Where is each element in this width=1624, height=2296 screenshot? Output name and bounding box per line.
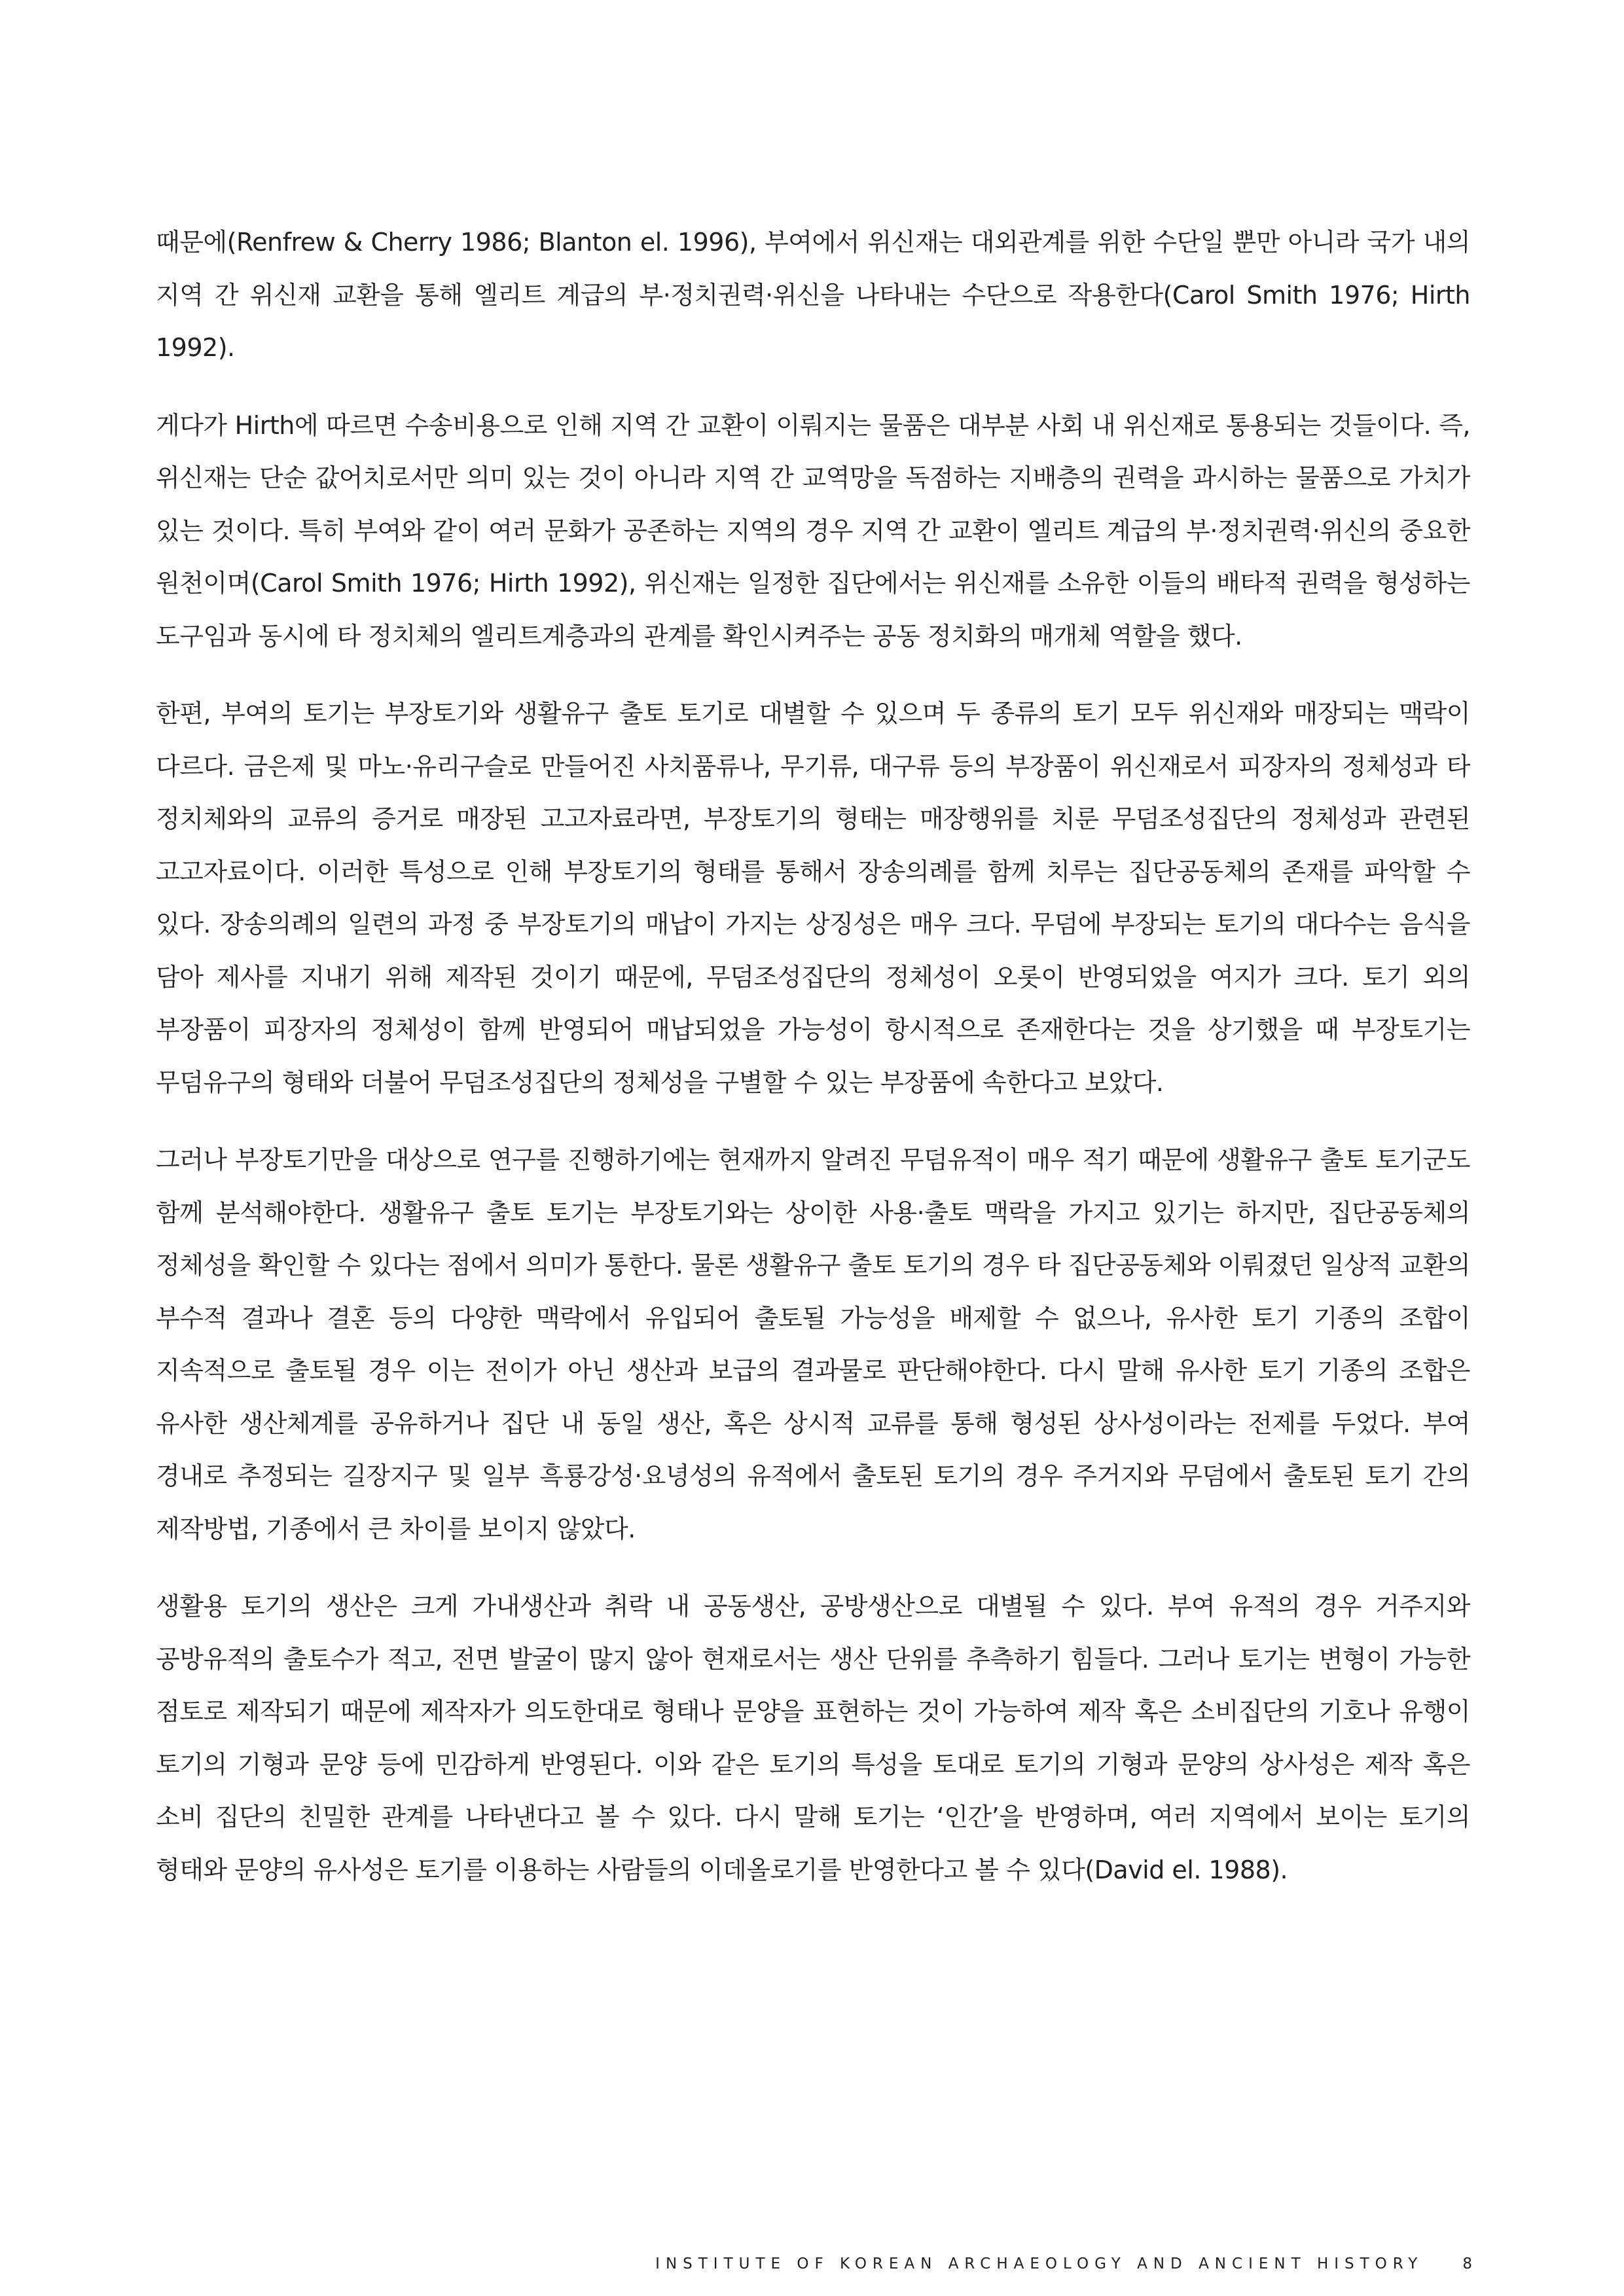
paragraph-1: 때문에(Renfrew & Cherry 1986; Blanton el. 1996), 부여에서 위신재는 대외관계를 위한 수단일 뿐만 아니라 국가 내의 지역 간 위신재 교환을 통해 엘리트 계급의 부·정치권력·위신을 나타내는 수단으로 작용한다(Carol Smith 1976; Hirth 1992). <box>156 228 1470 362</box>
paragraph-3: 한편, 부여의 토기는 부장토기와 생활유구 출토 토기로 대별할 수 있으며 두 종류의 토기 모두 위신재와 매장되는 맥락이 다르다. 금은제 및 마노·유리구슬로 만들어진 사치품류나, 무기류, 대구류 등의 부장품이 위신재로서 피장자의 정체성과 타 정치체와의 교류의 증거로 매장된 고고자료라면, 부장토기의 형태는 매장행위를 치룬 무덤조성집단의 정체성과 관련된 고고자료이다. 이러한 특성으로 인해 부장토기의 형태를 통해서 장송의례를 함께 치루는 집단공동체의 존재를 파악할 수 있다. 장송의례의 일련의 과정 중 부장토기의 매납이 가지는 상징성은 매우 크다. 무덤에 부장되는 토기의 대다수는 음식을 담아 제사를 지내기 위해 제작된 것이기 때문에, 무덤조성집단의 정체성이 오롯이 반영되었을 여지가 크다. 토기 외의 부장품이 피장자의 정체성이 함께 반영되어 매납되었을 가능성이 항시적으로 존재한다는 것을 상기했을 때 부장토기는 무덤유구의 형태와 더불어 무덤조성집단의 정체성을 구별할 수 있는 부장품에 속한다고 보았다. <box>156 699 1470 1097</box>
page-footer <box>655 2255 1472 2272</box>
body-text <box>156 216 1470 1921</box>
paragraph-4: 그러나 부장토기만을 대상으로 연구를 진행하기에는 현재까지 알려진 무덤유적이 매우 적기 때문에 생활유구 출토 토기군도 함께 분석해야한다. 생활유구 출토 토기는 부장토기와는 상이한 사용·출토 맥락을 가지고 있기는 하지만, 집단공동체의 정체성을 확인할 수 있다는 점에서 의미가 통한다. 물론 생활유구 출토 토기의 경우 타 집단공동체와 이뤄졌던 일상적 교환의 부수적 결과나 결혼 등의 다양한 맥락에서 유입되어 출토될 가능성을 배제할 수 없으나, 유사한 토기 기종의 조합이 지속적으로 출토될 경우 이는 전이가 아닌 생산과 보급의 결과물로 판단해야한다. 다시 말해 유사한 토기 기종의 조합은 유사한 생산체계를 공유하거나 집단 내 동일 생산, 혹은 상시적 교류를 통해 형성된 상사성이라는 전제를 두었다. 부여 경내로 추정되는 길장지구 및 일부 흑룡강성·요녕성의 유적에서 출토된 토기의 경우 주거지와 무덤에서 출토된 토기 간의 제작방법, 기종에서 큰 차이를 보이지 않았다. <box>156 1145 1470 1543</box>
footer-institute-name: INSTITUTE OF KOREAN ARCHAEOLOGY AND ANCIENT HISTORY <box>655 2255 1424 2272</box>
page-number: 8 <box>1462 2255 1472 2272</box>
paragraph-2: 게다가 Hirth에 따르면 수송비용으로 인해 지역 간 교환이 이뤄지는 물품은 대부분 사회 내 위신재로 통용되는 것들이다. 즉, 위신재는 단순 값어치로서만 의미 있는 것이 아니라 지역 간 교역망을 독점하는 지배층의 권력을 과시하는 물품으로 가치가 있는 것이다. 특히 부여와 같이 여러 문화가 공존하는 지역의 경우 지역 간 교환이 엘리트 계급의 부·정치권력·위신의 중요한 원천이며(Carol Smith 1976; Hirth 1992), 위신재는 일정한 집단에서는 위신재를 소유한 이들의 배타적 권력을 형성하는 도구임과 동시에 타 정치체의 엘리트계층과의 관계를 확인시켜주는 공동 정치화의 매개체 역할을 했다. <box>156 410 1470 651</box>
paragraph-5: 생활용 토기의 생산은 크게 가내생산과 취락 내 공동생산, 공방생산으로 대별될 수 있다. 부여 유적의 경우 거주지와 공방유적의 출토수가 적고, 전면 발굴이 많지 않아 현재로서는 생산 단위를 추측하기 힘들다. 그러나 토기는 변형이 가능한 점토로 제작되기 때문에 제작자가 의도한대로 형태나 문양을 표현하는 것이 가능하여 제작 혹은 소비집단의 기호나 유행이 토기의 기형과 문양 등에 민감하게 반영된다. 이와 같은 토기의 특성을 토대로 토기의 기형과 문양의 상사성은 제작 혹은 소비 집단의 친밀한 관계를 나타낸다고 볼 수 있다. 다시 말해 토기는 ‘인간’을 반영하며, 여러 지역에서 보이는 토기의 형태와 문양의 유사성은 토기를 이용하는 사람들의 이데올로기를 반영한다고 볼 수 있다(David el. 1988). <box>156 1592 1470 1884</box>
